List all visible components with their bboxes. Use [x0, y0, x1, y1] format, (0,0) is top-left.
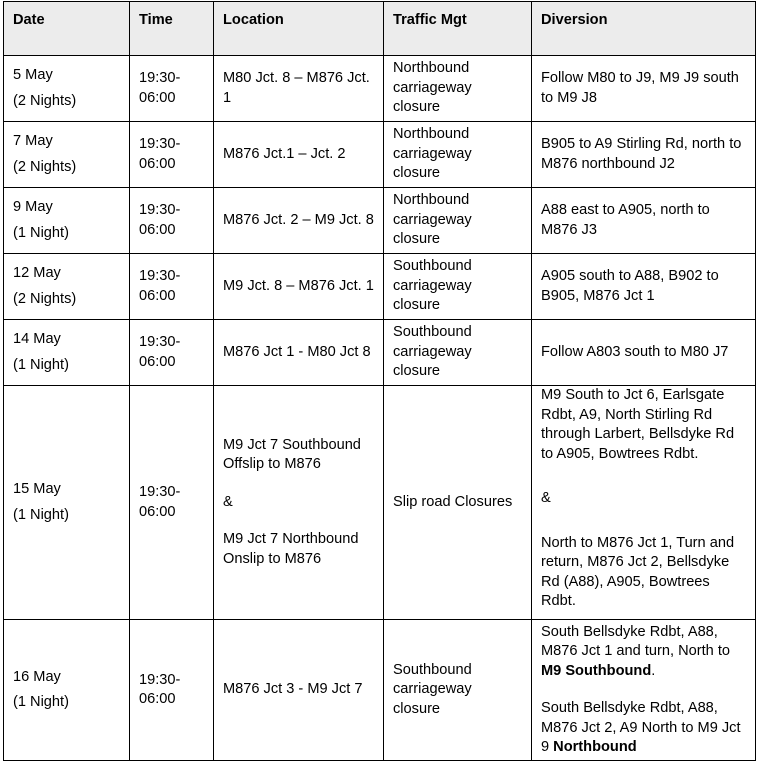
diversion-text-a: South Bellsdyke Rdbt, A88, M876 Jct 1 and turn, North to [541, 623, 731, 659]
table-row [4, 320, 756, 386]
date-text: 7 May [13, 133, 53, 149]
table-row [4, 254, 756, 320]
date-cell [4, 122, 130, 188]
traffic-mgt-cell: Southbound carriageway closure [384, 620, 532, 761]
time-cell [130, 122, 214, 188]
date-cell [4, 620, 130, 761]
location-cell: M876 Jct 1 - M80 Jct 8 [214, 320, 384, 386]
date-text: 14 May [13, 331, 61, 347]
diversion-text-a: M9 South to Jct 6, Earlsgate Rdbt, A9, North Stirling Rd through Larbert, Bellsdyke Rd to A905, Bowtrees Rdbt. [541, 387, 735, 462]
header-location: Location [214, 2, 384, 56]
table-row [4, 122, 756, 188]
time-end: 06:00 [139, 503, 176, 520]
location-cell: M9 Jct. 8 – M876 Jct. 1 [214, 254, 384, 320]
nights-text: (2 Nights) [13, 290, 77, 307]
date-cell [4, 56, 130, 122]
time-end: 06:00 [139, 155, 176, 172]
time-cell [130, 254, 214, 320]
time-start: 19:30- [139, 334, 181, 350]
table-row [4, 188, 756, 254]
time-start: 19:30- [139, 484, 181, 500]
date-cell [4, 254, 130, 320]
diversion-paragraph-a [541, 623, 746, 682]
nights-text: (1 Night) [13, 506, 69, 523]
traffic-mgt-cell: Southbound carriageway closure [384, 254, 532, 320]
date-text: 5 May [13, 67, 53, 83]
diversion-cell: A88 east to A905, north to M876 J3 [532, 188, 756, 254]
nights-text: (2 Nights) [13, 158, 77, 175]
traffic-mgt-cell: Slip road Closures [384, 386, 532, 620]
diversion-bold-a: M9 Southbound [541, 662, 652, 679]
diversion-end-a: . [651, 662, 656, 679]
time-start: 19:30- [139, 70, 181, 86]
date-text: 9 May [13, 199, 53, 215]
diversion-bold-b: Northbound [553, 739, 637, 755]
diversion-ampersand: & [541, 490, 551, 506]
location-cell: M876 Jct. 2 – M9 Jct. 8 [214, 188, 384, 254]
time-end: 06:00 [139, 287, 176, 304]
traffic-mgt-cell: Northbound carriageway closure [384, 56, 532, 122]
time-cell [130, 188, 214, 254]
location-cell: M876 Jct 3 - M9 Jct 7 [214, 620, 384, 761]
location-ampersand: & [223, 493, 233, 510]
diversion-cell: B905 to A9 Stirling Rd, north to M876 northbound J2 [532, 122, 756, 188]
time-cell [130, 386, 214, 620]
header-traffic-mgt: Traffic Mgt [384, 2, 532, 56]
table-row [4, 56, 756, 122]
header-date: Date [4, 2, 130, 56]
location-text-a: M9 Jct 7 Southbound Offslip to M876 [223, 436, 361, 473]
header-row [4, 2, 756, 56]
diversion-cell: Follow M80 to J9, M9 J9 south to M9 J8 [532, 56, 756, 122]
time-end: 06:00 [139, 691, 176, 707]
diversion-cell: A905 south to A88, B902 to B905, M876 Jct 1 [532, 254, 756, 320]
diversion-cell: Follow A803 south to M80 J7 [532, 320, 756, 386]
date-cell [4, 386, 130, 620]
time-cell [130, 620, 214, 761]
time-start: 19:30- [139, 136, 181, 152]
time-cell [130, 320, 214, 386]
diversion-paragraph-b [541, 699, 746, 758]
time-end: 06:00 [139, 221, 176, 238]
time-start: 19:30- [139, 671, 181, 688]
date-cell [4, 320, 130, 386]
diversion-cell [532, 386, 756, 620]
nights-text: (1 Night) [13, 224, 69, 241]
traffic-mgt-cell: Northbound carriageway closure [384, 122, 532, 188]
nights-text: (1 Night) [13, 694, 69, 710]
location-cell [214, 386, 384, 620]
traffic-mgt-cell: Northbound carriageway closure [384, 188, 532, 254]
table-row [4, 620, 756, 761]
table-row [4, 386, 756, 620]
diversion-text-b: North to M876 Jct 1, Turn and return, M876 Jct 2, Bellsdyke Rd (A88), A905, Bowtrees Rdbt. [541, 534, 735, 609]
location-cell: M876 Jct.1 – Jct. 2 [214, 122, 384, 188]
diversion-text-b: South Bellsdyke Rdbt, A88, M876 Jct 2, A9 North to M9 Jct 9 [541, 700, 741, 755]
header-time: Time [130, 2, 214, 56]
header-diversion: Diversion [532, 2, 756, 56]
date-text: 12 May [13, 265, 61, 281]
location-cell: M80 Jct. 8 – M876 Jct. 1 [214, 56, 384, 122]
date-text: 15 May [13, 481, 61, 497]
time-end: 06:00 [139, 89, 176, 106]
time-cell [130, 56, 214, 122]
diversion-cell [532, 620, 756, 761]
date-cell [4, 188, 130, 254]
traffic-mgt-cell: Southbound carriageway closure [384, 320, 532, 386]
time-end: 06:00 [139, 353, 176, 370]
roadworks-table [3, 1, 756, 761]
time-start: 19:30- [139, 202, 181, 218]
nights-text: (2 Nights) [13, 92, 77, 109]
date-text: 16 May [13, 668, 61, 685]
time-start: 19:30- [139, 268, 181, 284]
location-text-b: M9 Jct 7 Northbound Onslip to M876 [223, 531, 359, 567]
nights-text: (1 Night) [13, 356, 69, 373]
